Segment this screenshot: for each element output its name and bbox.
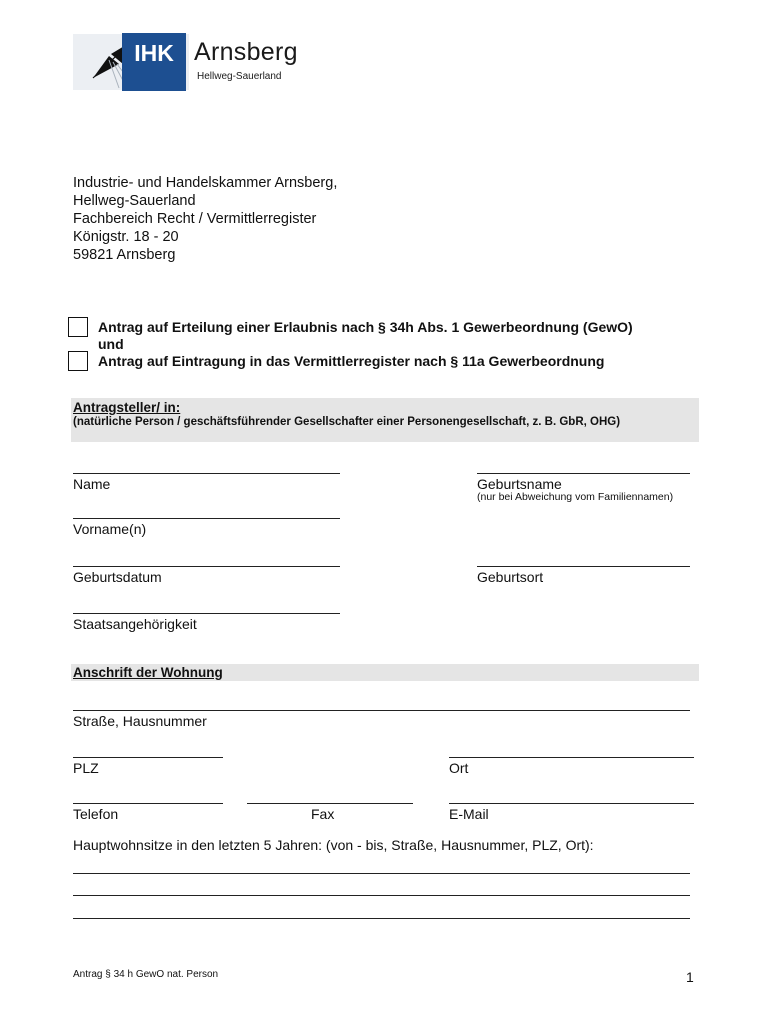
phone-field[interactable] <box>73 803 223 804</box>
zip-field[interactable] <box>73 757 223 758</box>
fax-field[interactable] <box>247 803 413 804</box>
address-line: Industrie- und Handelskammer Arnsberg, <box>73 175 338 191</box>
nationality-field[interactable] <box>73 613 340 614</box>
option-connector: und <box>98 336 124 352</box>
address-line: Königstr. 18 - 20 <box>73 229 179 245</box>
residence-history-line-3[interactable] <box>73 918 690 919</box>
applicant-section-title: Antragsteller/ in: <box>73 400 181 415</box>
name-field[interactable] <box>73 473 340 474</box>
birthplace-field[interactable] <box>477 566 690 567</box>
birthname-label: Geburtsname <box>477 476 562 492</box>
residence-section-title: Anschrift der Wohnung <box>73 665 223 680</box>
residence-history-line-2[interactable] <box>73 895 690 896</box>
residence-history-label: Hauptwohnsitze in den letzten 5 Jahren: (von - bis, Straße, Hausnummer, PLZ, Ort): <box>73 837 594 853</box>
fax-label: Fax <box>311 806 335 822</box>
firstname-field[interactable] <box>73 518 340 519</box>
email-label: E-Mail <box>449 806 489 822</box>
birthplace-label: Geburtsort <box>477 569 544 585</box>
address-line: Fachbereich Recht / Vermittlerregister <box>73 211 317 227</box>
logo-chamber-name: Arnsberg <box>194 38 298 66</box>
logo-chamber-subtitle: Hellweg-Sauerland <box>197 71 282 82</box>
option-register-label: Antrag auf Eintragung in das Vermittlerregister nach § 11a Gewerbeordnung <box>98 353 605 369</box>
checkbox-erlaubnis-34h[interactable] <box>68 317 88 337</box>
residence-history-line-1[interactable] <box>73 873 690 874</box>
street-field[interactable] <box>73 710 690 711</box>
birthname-field[interactable] <box>477 473 690 474</box>
option-erlaubnis-label: Antrag auf Erteilung einer Erlaubnis nach § 34h Abs. 1 Gewerbeordnung (GewO) <box>98 319 633 335</box>
applicant-section-note: (natürliche Person / geschäftsführender Gesellschafter einer Personengesellschaft, z. B. GbR, OHG) <box>73 416 621 428</box>
firstname-label: Vorname(n) <box>73 521 147 537</box>
street-label: Straße, Hausnummer <box>73 713 207 729</box>
birthdate-label: Geburtsdatum <box>73 569 162 585</box>
page-number: 1 <box>686 969 694 985</box>
address-line: Hellweg-Sauerland <box>73 193 196 209</box>
city-label: Ort <box>449 760 469 776</box>
ihk-logo-text: IHK <box>134 40 174 66</box>
zip-label: PLZ <box>73 760 99 776</box>
ihk-logo-box <box>122 33 186 91</box>
birthdate-field[interactable] <box>73 566 340 567</box>
recipient-address <box>73 174 337 264</box>
email-field[interactable] <box>449 803 694 804</box>
footer-document-name: Antrag § 34 h GewO nat. Person <box>73 969 219 980</box>
phone-label: Telefon <box>73 806 119 822</box>
address-line: 59821 Arnsberg <box>73 247 176 263</box>
name-label: Name <box>73 476 111 492</box>
checkbox-vermittlerregister[interactable] <box>68 351 88 371</box>
city-field[interactable] <box>449 757 694 758</box>
birthname-note: (nur bei Abweichung vom Familiennamen) <box>477 491 674 503</box>
nationality-label: Staatsangehörigkeit <box>73 616 197 632</box>
